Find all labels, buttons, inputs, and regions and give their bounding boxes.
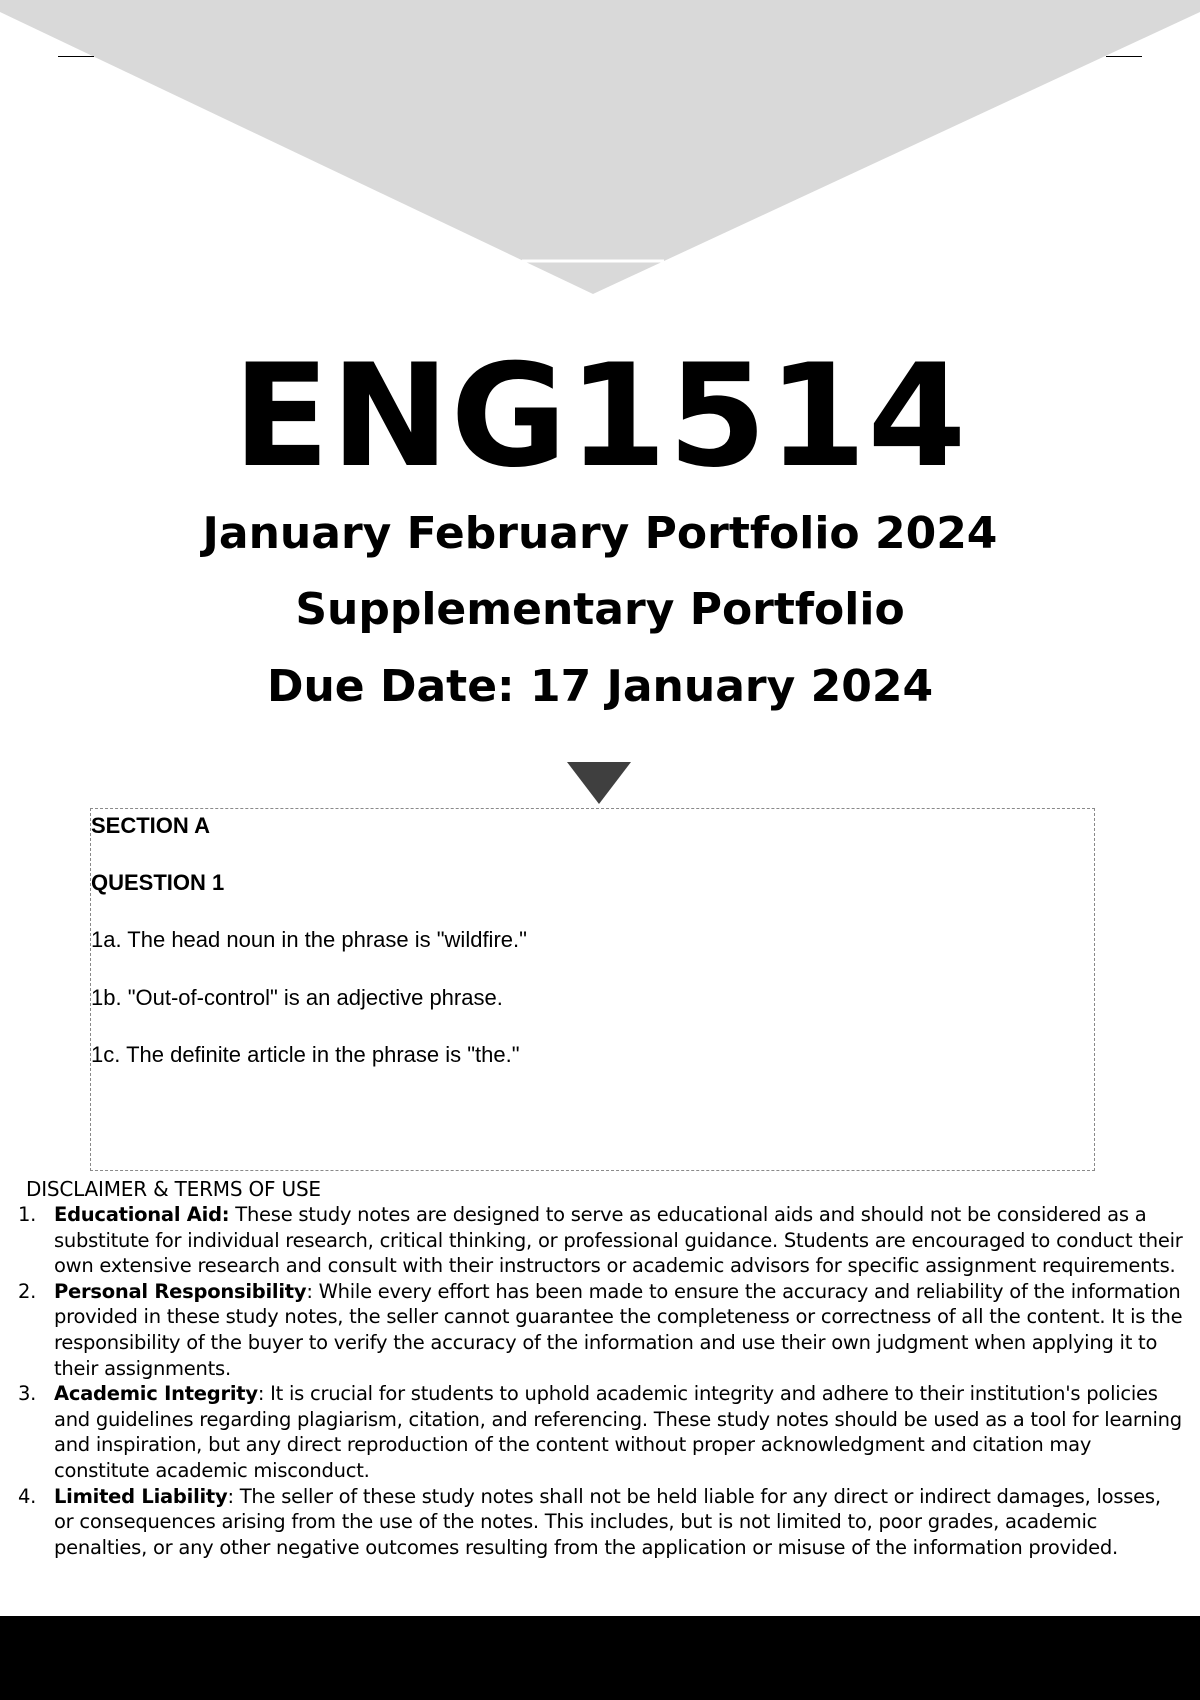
disclaimer-item-academic-integrity (14, 1381, 1186, 1483)
due-date-subtitle: Due Date: 17 January 2024 (266, 661, 934, 712)
disclaimer-item-number: 4. (18, 1484, 37, 1508)
disclaimer-heading: DISCLAIMER & TERMS OF USE (26, 1177, 321, 1201)
disclaimer-item-term: Limited Liability (54, 1484, 228, 1508)
disclaimer-item-text: : While every effort has been made to ensure the accuracy and reliability of the information provided in these study notes, the seller cannot guarantee the completeness or correctness of all the content. It is the responsibility of the buyer to verify the accuracy of the information and use their own judgment when applying it to their assignments. (54, 1279, 1183, 1380)
footer-bar (0, 1616, 1200, 1700)
question-heading: QUESTION 1 (91, 870, 225, 895)
disclaimer-item-number: 1. (18, 1203, 37, 1226)
answer-1c: 1c. The definite article in the phrase is "the." (91, 1042, 520, 1067)
disclaimer-item-text: : It is crucial for students to uphold academic integrity and adhere to their institution's policies and guidelines regarding plagiarism, citation, and referencing. These study notes should be used as a tool for learning and inspiration, but any direct reproduction of the content without proper acknowledgment and citation may constitute academic misconduct. (54, 1382, 1182, 1482)
down-arrow-icon (567, 762, 631, 804)
section-heading: SECTION A (91, 813, 210, 838)
disclaimer-item-text: : The seller of these study notes shall not be held liable for any direct or indirect damages, losses, or consequences arising from the use of the notes. This includes, but is not limited to, poor grades, academic penalties, or any other negative outcomes resulting from the application or misuse of the information provided. (54, 1484, 1161, 1559)
portfolio-subtitle: January February Portfolio 2024 (202, 508, 998, 559)
top-banner-chevron (0, 0, 1200, 300)
disclaimer-item-term: Personal Responsibility (54, 1279, 307, 1303)
disclaimer-item-number: 3. (18, 1382, 37, 1406)
corner-line-right (1106, 56, 1142, 57)
banner-chevron-shape (0, 0, 1200, 294)
disclaimer-item-text: These study notes are designed to serve as educational aids and should not be considered as a substitute for individual research, critical thinking, or professional guidance. Students are encouraged to conduct their own extensive research and consult with their instructors or academic advisors for specific assignment requirements. (54, 1203, 1183, 1278)
disclaimer-item-term: Academic Integrity (54, 1382, 258, 1406)
disclaimer-item-limited-liability (14, 1484, 1186, 1561)
disclaimer-item-term: Educational Aid: (54, 1203, 230, 1226)
answer-text-box (90, 808, 1095, 1171)
corner-line-left (58, 56, 94, 57)
supplementary-subtitle: Supplementary Portfolio (295, 584, 905, 635)
disclaimer-item-number: 2. (18, 1279, 37, 1303)
course-code-title: ENG1514 (232, 334, 968, 499)
answer-1a: 1a. The head noun in the phrase is "wildfire." (91, 927, 527, 952)
answer-1b: 1b. "Out-of-control" is an adjective phrase. (91, 985, 503, 1010)
disclaimer-item-educational-aid (14, 1202, 1186, 1279)
disclaimer-list (14, 1202, 1186, 1560)
disclaimer-item-personal-responsibility (14, 1279, 1186, 1381)
